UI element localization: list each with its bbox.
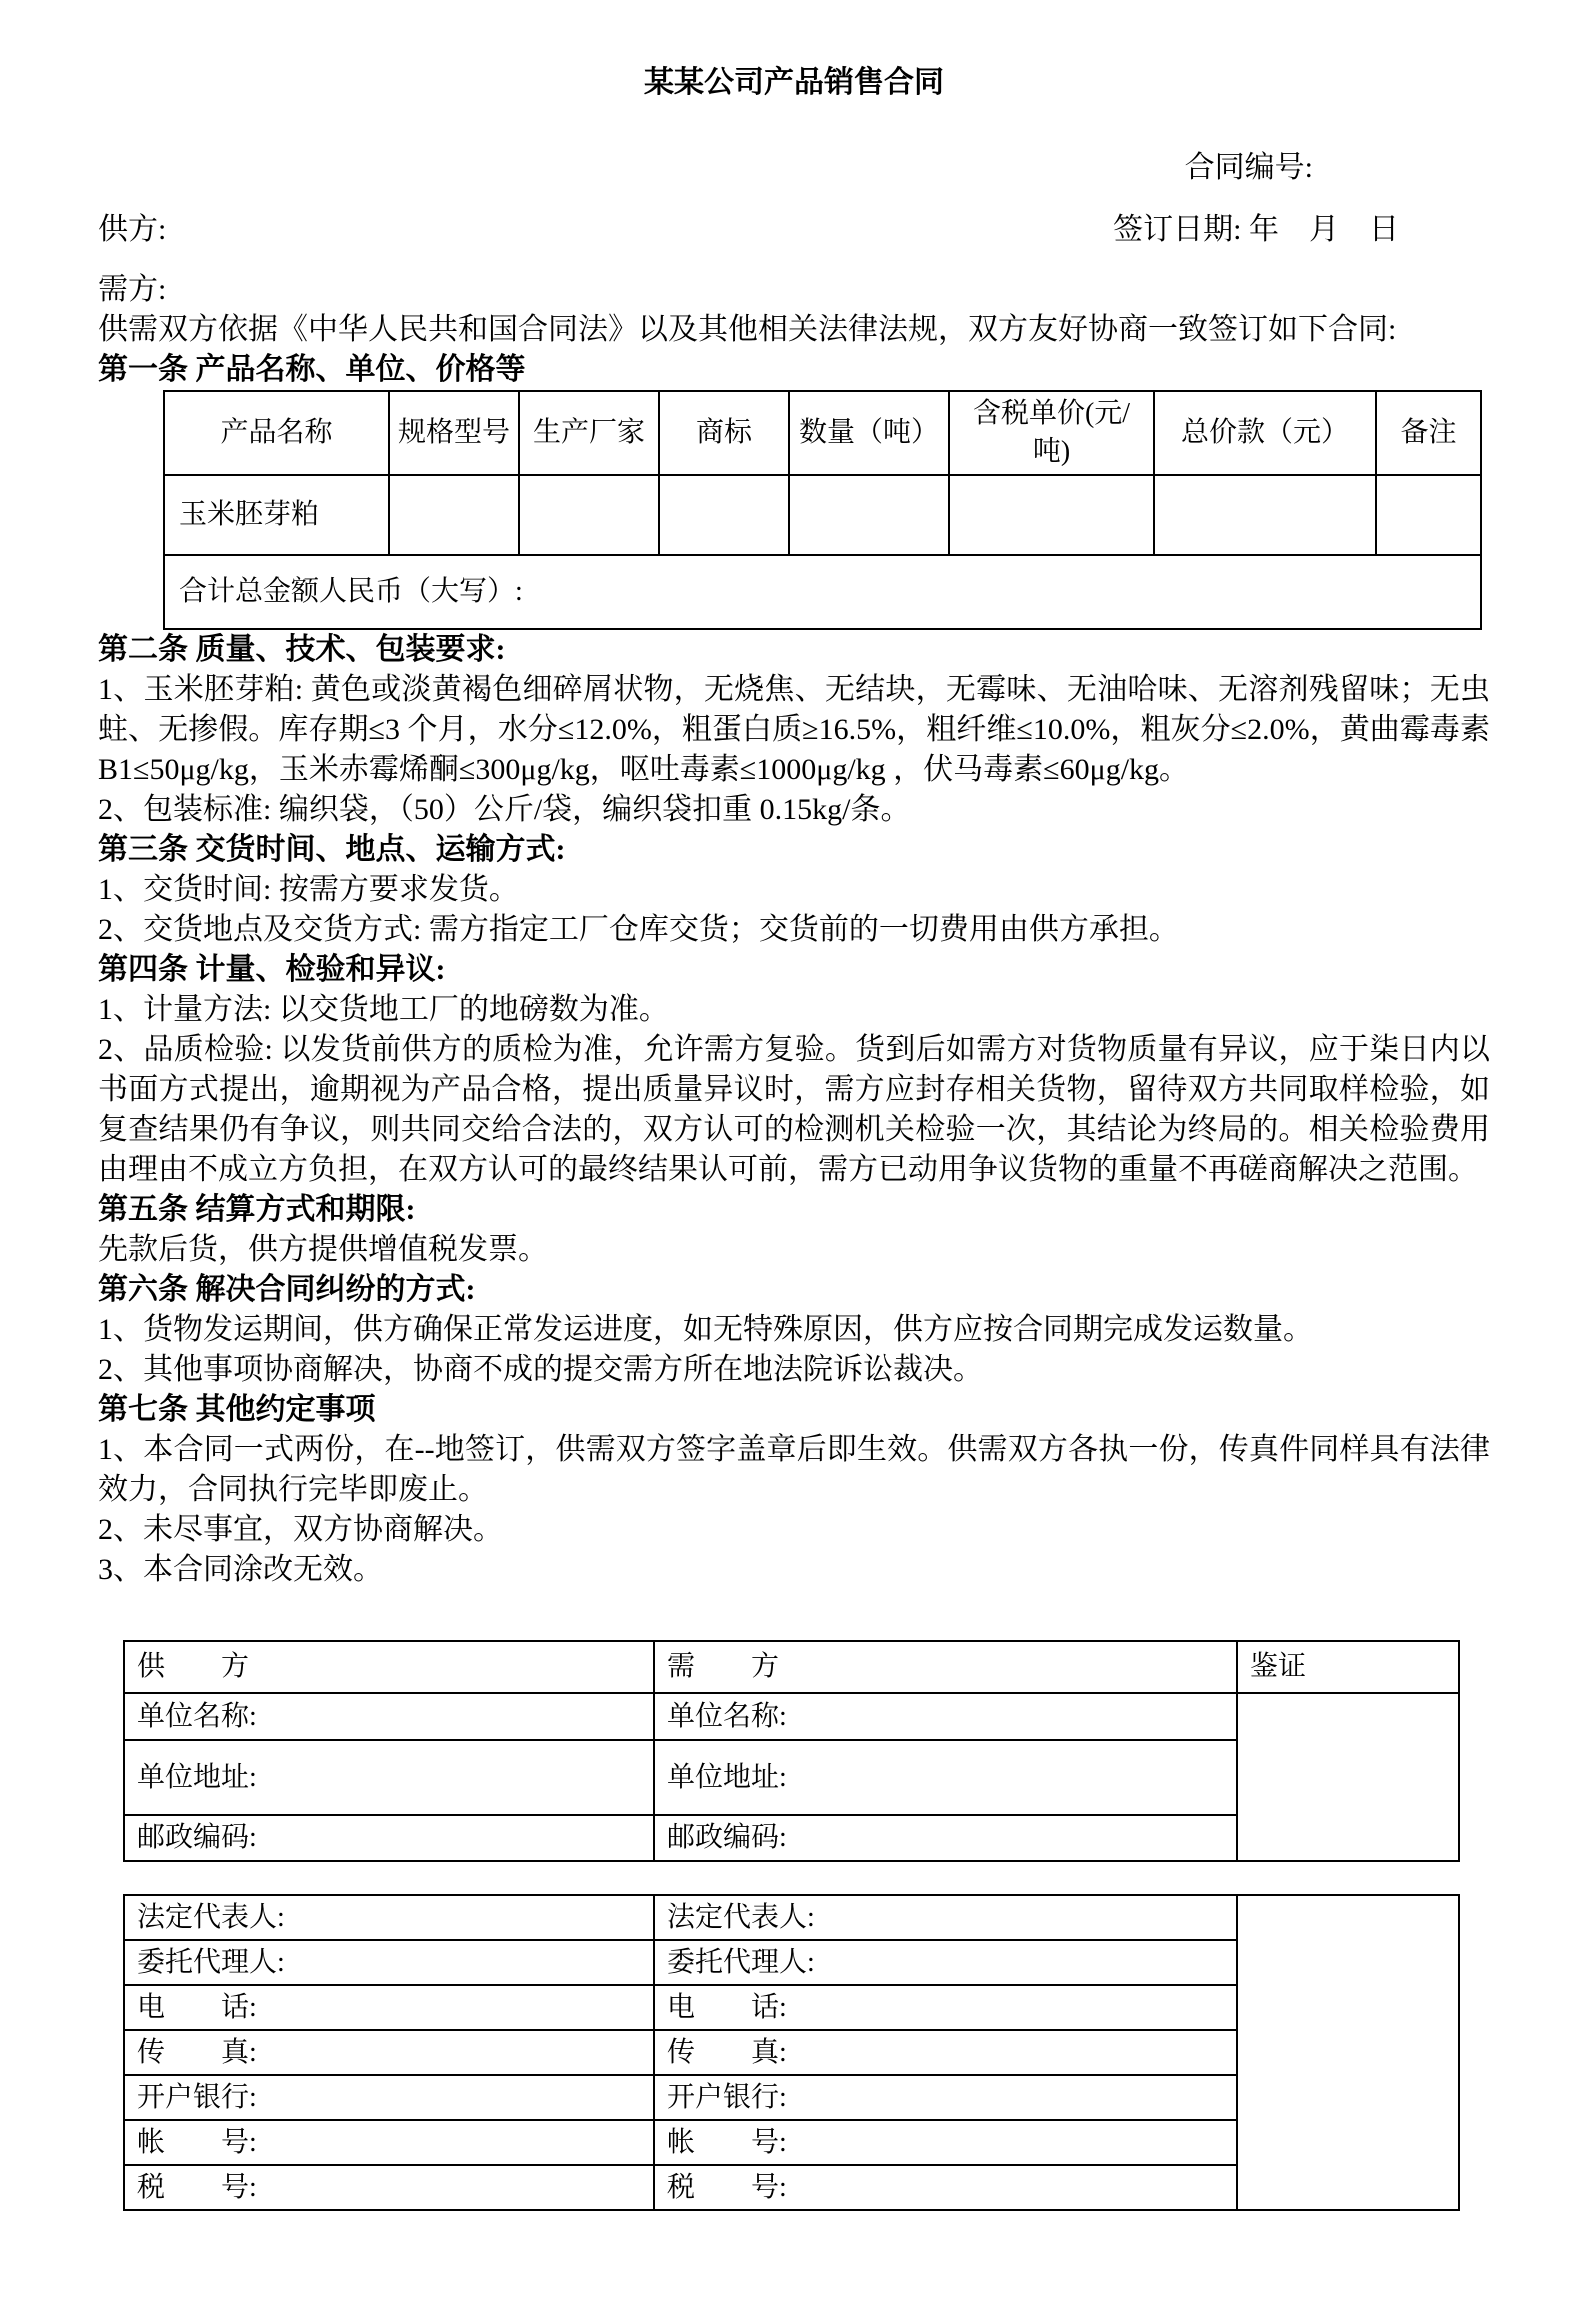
clause-7-item-1: 1、本合同一式两份，在--地签订，供需双方签字盖章后即生效。供需双方各执一份，传真件同样具有法律效力，合同执行完毕即废止。	[98, 1433, 1490, 1506]
buyer-column-header: 需 方	[654, 1641, 1237, 1693]
supplier-fax-label: 传 真:	[124, 2030, 654, 2075]
contact-table	[123, 1894, 1460, 2211]
buyer-tax-number-label: 税 号:	[654, 2165, 1237, 2210]
supplier-unit-name-label: 单位名称:	[124, 1693, 654, 1740]
col-header-product-name: 产品名称	[164, 391, 389, 475]
col-header-unit-price: 含税单价(元/吨)	[949, 391, 1154, 475]
supplier-bank-label: 开户银行:	[124, 2075, 654, 2120]
product-table-data-row	[164, 475, 1481, 555]
cell-product-name: 玉米胚芽粕	[164, 475, 389, 555]
supplier-postal-code-label: 邮政编码:	[124, 1815, 654, 1861]
page-title: 某某公司产品销售合同	[644, 66, 944, 99]
cell-brand	[659, 475, 789, 555]
col-header-remarks: 备注	[1376, 391, 1481, 475]
cell-total-amount-label: 合计总金额人民币（大写）:	[164, 555, 1481, 629]
clause-6-item-2: 2、其他事项协商解决，协商不成的提交需方所在地法院诉讼裁决。	[98, 1353, 983, 1386]
clause-3-item-1: 1、交货时间: 按需方要求发货。	[98, 873, 519, 906]
col-header-quantity: 数量（吨）	[789, 391, 949, 475]
col-header-brand: 商标	[659, 391, 789, 475]
col-header-manufacturer: 生产厂家	[519, 391, 659, 475]
supplier-authorized-agent-label: 委托代理人:	[124, 1940, 654, 1985]
supplier-account-number-label: 帐 号:	[124, 2120, 654, 2165]
clause-3-heading: 第三条 交货时间、地点、运输方式:	[98, 833, 566, 866]
clause-4-heading: 第四条 计量、检验和异议:	[98, 953, 446, 986]
clause-7-heading: 第七条 其他约定事项	[98, 1393, 376, 1426]
cell-remarks	[1376, 475, 1481, 555]
clause-5-item-1: 先款后货，供方提供增值税发票。	[98, 1233, 548, 1266]
buyer-postal-code-label: 邮政编码:	[654, 1815, 1237, 1861]
buyer-unit-address-label: 单位地址:	[654, 1740, 1237, 1815]
col-header-total-price: 总价款（元）	[1154, 391, 1376, 475]
supplier-date-row	[98, 210, 1490, 250]
cell-total-price	[1154, 475, 1376, 555]
cell-spec-model	[389, 475, 519, 555]
supplier-column-header: 供 方	[124, 1641, 654, 1693]
buyer-legal-representative-label: 法定代表人:	[654, 1895, 1237, 1940]
clause-7-item-3: 3、本合同涂改无效。	[98, 1553, 383, 1586]
clause-6-heading: 第六条 解决合同纠纷的方式:	[98, 1273, 476, 1306]
signature-table	[123, 1640, 1460, 1862]
product-table-total-row	[164, 555, 1481, 629]
clause-2-heading: 第二条 质量、技术、包装要求:	[98, 633, 506, 666]
clause-2-item-1: 1、玉米胚芽粕: 黄色或淡黄褐色细碎屑状物，无烧焦、无结块，无霉味、无油哈味、无溶剂残留味；无虫蛀、无掺假。库存期≤3 个月，水分≤12.0%，粗蛋白质≥16.5%，粗纤维≤10.0%，粗灰分≤2.0%，黄曲霉毒素 B1≤50μg/kg，玉米赤霉烯酮≤300μg/kg，呕吐毒素≤1000μg/kg ，伏马毒素≤60μg/kg。	[98, 673, 1490, 786]
supplier-unit-address-label: 单位地址:	[124, 1740, 654, 1815]
contract-number-label: 合同编号:	[1184, 151, 1313, 184]
buyer-label: 需方:	[98, 273, 167, 306]
col-header-spec-model: 规格型号	[389, 391, 519, 475]
clause-1-heading: 第一条 产品名称、单位、价格等	[98, 353, 526, 386]
buyer-unit-name-label: 单位名称:	[654, 1693, 1237, 1740]
intro-paragraph: 供需双方依据《中华人民共和国合同法》以及其他相关法律法规，双方友好协商一致签订如下合同:	[98, 313, 1397, 346]
buyer-authorized-agent-label: 委托代理人:	[654, 1940, 1237, 1985]
unit-name-row	[124, 1693, 1459, 1740]
clause-3-item-2: 2、交货地点及交货方式: 需方指定工厂仓库交货；交货前的一切费用由供方承担。	[98, 913, 1179, 946]
sign-date-label: 签订日期: 年 月 日	[1113, 213, 1399, 246]
clause-6-item-1: 1、货物发运期间，供方确保正常发运进度，如无特殊原因，供方应按合同期完成发运数量。	[98, 1313, 1313, 1346]
buyer-fax-label: 传 真:	[654, 2030, 1237, 2075]
cell-quantity	[789, 475, 949, 555]
clause-4-item-2: 2、品质检验: 以发货前供方的质检为准，允许需方复验。货到后如需方对货物质量有异议，应于柒日内以书面方式提出，逾期视为产品合格，提出质量异议时，需方应封存相关货物，留待双方共同取样检验，如复查结果仍有争议，则共同交给合法的，双方认可的检测机关检验一次，其结论为终局的。相关检验费用由理由不成立方负担，在双方认可的最终结果认可前，需方已动用争议货物的重量不再磋商解决之范围。	[98, 1033, 1490, 1186]
verification-empty-cell	[1237, 1693, 1459, 1861]
supplier-legal-representative-label: 法定代表人:	[124, 1895, 654, 1940]
contact-empty-cell	[1237, 1895, 1459, 2210]
verification-column-header: 鉴证	[1237, 1641, 1459, 1693]
cell-manufacturer	[519, 475, 659, 555]
clause-5-heading: 第五条 结算方式和期限:	[98, 1193, 416, 1226]
cell-unit-price	[949, 475, 1154, 555]
supplier-phone-label: 电 话:	[124, 1985, 654, 2030]
clause-7-item-2: 2、未尽事宜，双方协商解决。	[98, 1513, 503, 1546]
legal-representative-row	[124, 1895, 1459, 1940]
clause-4-item-1: 1、计量方法: 以交货地工厂的地磅数为准。	[98, 993, 669, 1026]
product-table	[163, 390, 1482, 630]
clause-2-item-2: 2、包装标准: 编织袋，（50）公斤/袋，编织袋扣重 0.15kg/条。	[98, 793, 911, 826]
supplier-tax-number-label: 税 号:	[124, 2165, 654, 2210]
buyer-account-number-label: 帐 号:	[654, 2120, 1237, 2165]
buyer-phone-label: 电 话:	[654, 1985, 1237, 2030]
buyer-bank-label: 开户银行:	[654, 2075, 1237, 2120]
supplier-label: 供方:	[98, 213, 167, 246]
signature-header-row	[124, 1641, 1459, 1693]
product-table-header-row	[164, 391, 1481, 475]
